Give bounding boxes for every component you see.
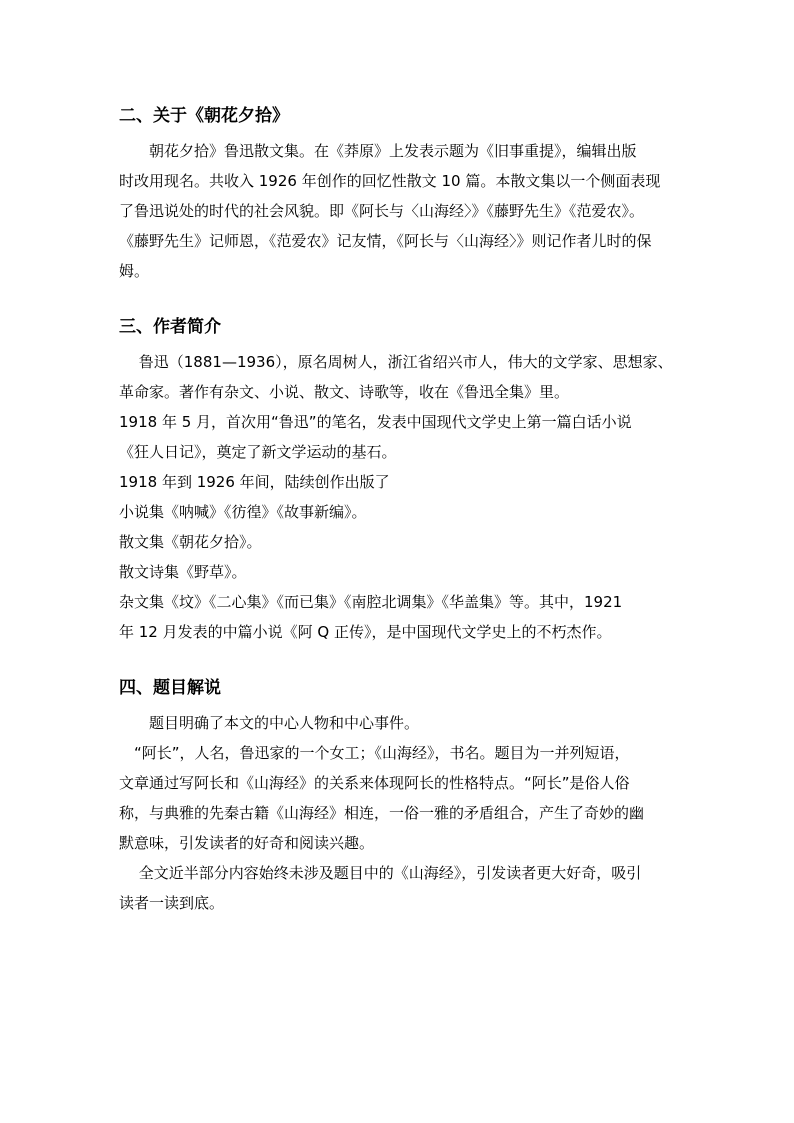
text-line: 年 12 月发表的中篇小说《阿 Q 正传》，是中国现代文学史上的不朽杰作。 [119,623,612,641]
text-line: 题目明确了本文的中心人物和中心事件。 [119,714,420,732]
section-body-author [119,347,684,647]
text-line: 称，与典雅的先秦古籍《山海经》相连，一俗一雅的矛盾组合，产生了奇妙的幽 [119,804,645,822]
text-line: 散文诗集《野草》。 [119,563,247,581]
text-line: 读者一读到底。 [119,894,225,912]
text-line: 文章通过写阿长和《山海经》的关系来体现阿长的性格特点。“阿长”是俗人俗 [119,774,630,792]
text-line: 杂文集《坟》《二心集》《而已集》《南腔北调集》《华盖集》等。其中，1921 [119,593,623,611]
section-body-about-book [119,136,684,286]
text-line: 时改用现名。共收入 1926 年创作的回忆性散文 10 篇。本散文集以一个侧面表现 [119,172,661,190]
text-line: 1918 年 5 月，首次用“鲁迅”的笔名，发表中国现代文学史上第一篇白话小说 [119,413,632,431]
text-line: 鲁迅（1881—1936），原名周树人，浙江省绍兴市人，伟大的文学家、思想家、 [119,353,673,371]
section-body-title-explanation [119,708,684,918]
section-title-title-explanation: 四、题目解说 [119,678,221,698]
text-line: 姆。 [119,262,150,280]
text-line: 散文集《朝花夕拾》。 [119,533,262,551]
text-line: 默意味，引发读者的好奇和阅读兴趣。 [119,834,375,852]
text-line: “阿长”，人名，鲁迅家的一个女工；《山海经》，书名。题目为一并列短语， [119,744,630,762]
text-line: 朝花夕拾》鲁迅散文集。在《莽原》上发表示题为《旧事重提》，编辑出版 [119,142,637,160]
text-line: 《狂人日记》，奠定了新文学运动的基石。 [119,443,397,461]
text-line: 《藤野先生》记师恩，《范爱农》记友情，《阿长与〈山海经〉》则记作者儿时的保 [119,232,652,250]
text-line: 小说集《呐喊》《彷徨》《故事新编》。 [119,503,367,521]
text-line: 全文近半部分内容始终未涉及题目中的《山海经》，引发读者更大好奇，吸引 [119,864,642,882]
section-title-author: 三、作者简介 [119,317,221,337]
text-line: 了鲁迅说处的时代的社会风貌。即《阿长与〈山海经〉》《藤野先生》《范爱农》。 [119,202,645,220]
text-line: 1918 年到 1926 年间，陆续创作出版了 [119,473,390,491]
text-line: 革命家。著作有杂文、小说、散文、诗歌等，收在《鲁迅全集》里。 [119,383,570,401]
section-title-about-book: 二、关于《朝花夕拾》 [119,106,289,126]
